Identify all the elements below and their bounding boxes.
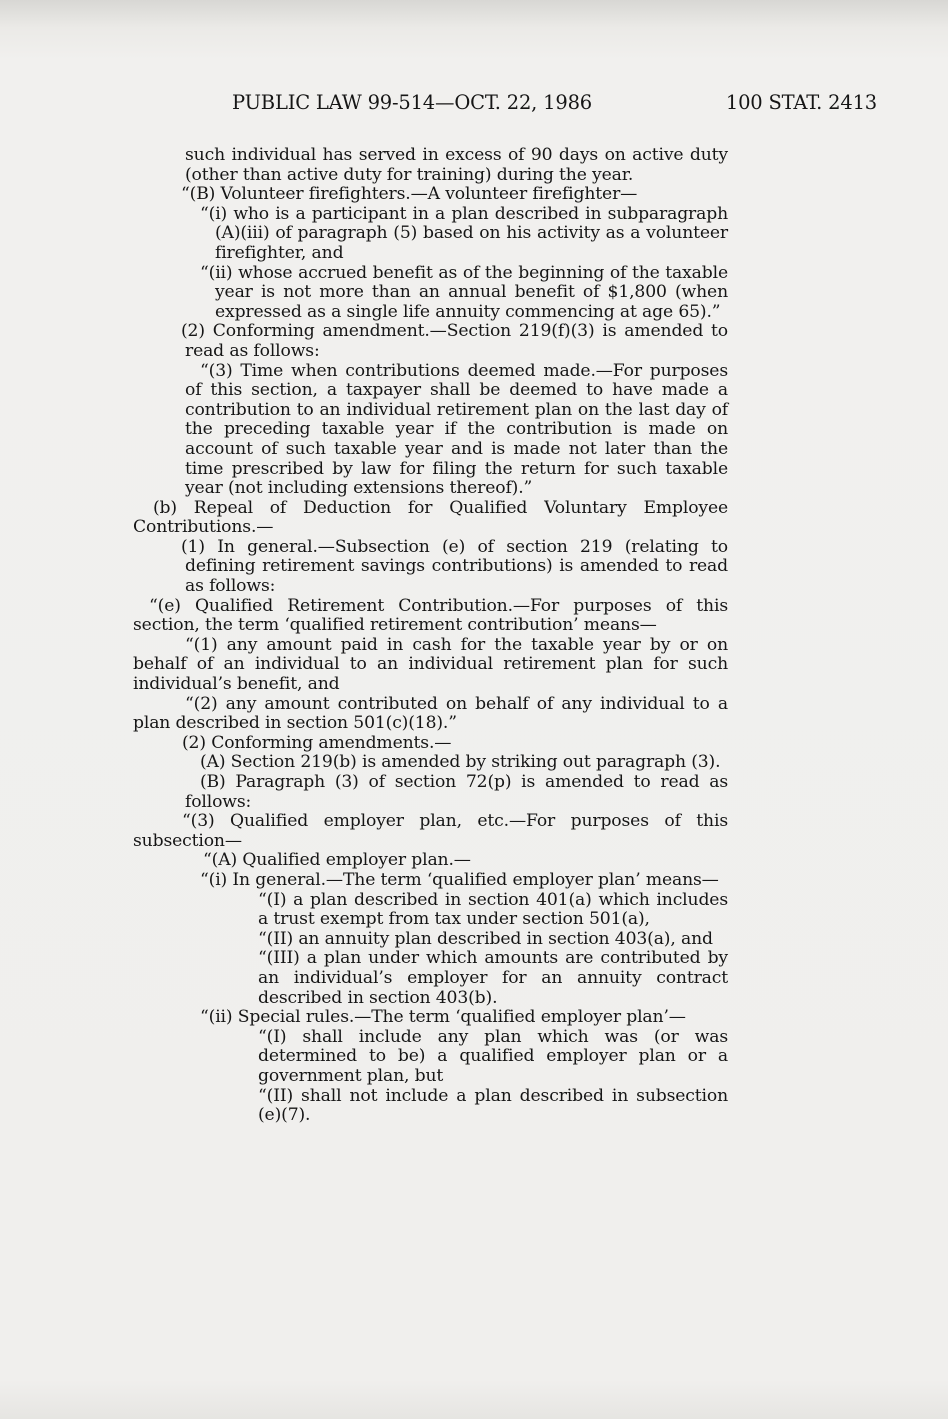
paragraph: (B) Paragraph (3) of section 72(p) is amended to read as follows:	[185, 772, 728, 812]
paragraph: “(2) any amount contributed on behalf of any individual to a plan described in section 501(c)(18).”	[133, 693, 728, 734]
paragraph: (1) In general.—Subsection (e) of section 219 (relating to defining retirement savings contributions) is amended to read as follows:	[181, 536, 728, 597]
paragraph: (A) Section 219(b) is amended by striking out paragraph (3).	[200, 752, 721, 773]
running-head-title: PUBLIC LAW 99-514—OCT. 22, 1986	[232, 91, 592, 114]
statute-text	[133, 146, 728, 1126]
paragraph: “(ii) Special rules.—The term ‘qualified employer plan’—	[200, 1007, 686, 1028]
paragraph: “(II) shall not include a plan described in subsection (e)(7).	[258, 1085, 728, 1126]
paragraph: (b) Repeal of Deduction for Qualified Voluntary Employee Contributions.—	[133, 497, 728, 538]
paragraph: such individual has served in excess of 90 days on active duty (other than active duty for training) during the year.	[185, 145, 728, 185]
paragraph: “(i) who is a participant in a plan described in subparagraph (A)(iii) of paragraph (5) based on his activity as a volunteer firefighter, and	[200, 203, 728, 263]
page-number: 100 STAT. 2413	[725, 91, 877, 114]
paragraph: “(I) a plan described in section 401(a) which includes a trust exempt from tax under section 501(a),	[258, 889, 728, 930]
paragraph: “(II) an annuity plan described in section 403(a), and	[258, 928, 713, 949]
paragraph: (2) Conforming amendments.—	[182, 732, 452, 753]
paragraph: “(3) Qualified employer plan, etc.—For purposes of this subsection—	[133, 811, 728, 851]
paragraph: “(1) any amount paid in cash for the taxable year by or on behalf of an individual to an individual retirement plan for such individual’s benefit, and	[133, 634, 728, 695]
paragraph: (2) Conforming amendment.—Section 219(f)(3) is amended to read as follows:	[181, 321, 728, 361]
paragraph: “(I) shall include any plan which was (or was determined to be) a qualified employer plan or a government plan, but	[258, 1026, 728, 1086]
paragraph: “(ii) whose accrued benefit as of the beginning of the taxable year is not more than an annual benefit of $1,800 (when expressed as a single life annuity commencing at age 65).”	[200, 262, 728, 322]
paragraph: “(B) Volunteer firefighters.—A volunteer firefighter—	[181, 184, 638, 205]
paragraph: “(III) a plan under which amounts are contributed by an individual’s employer for an annuity contract described in section 403(b).	[258, 948, 728, 1008]
paragraph: “(A) Qualified employer plan.—	[203, 850, 471, 871]
paragraph: “(i) In general.—The term ‘qualified employer plan’ means—	[200, 869, 719, 890]
paragraph: “(e) Qualified Retirement Contribution.—For purposes of this section, the term ‘qualified retirement contribution’ means—	[133, 595, 728, 636]
paragraph: “(3) Time when contributions deemed made.—For purposes of this section, a taxpayer shall be deemed to have made a contribution to an individual retirement plan on the last day of the preceding taxable year if the contribution is made on account of such taxable year and is made not later than the time prescribed by law for filing the return for such taxable year (not including extensions thereof).”	[185, 360, 728, 499]
